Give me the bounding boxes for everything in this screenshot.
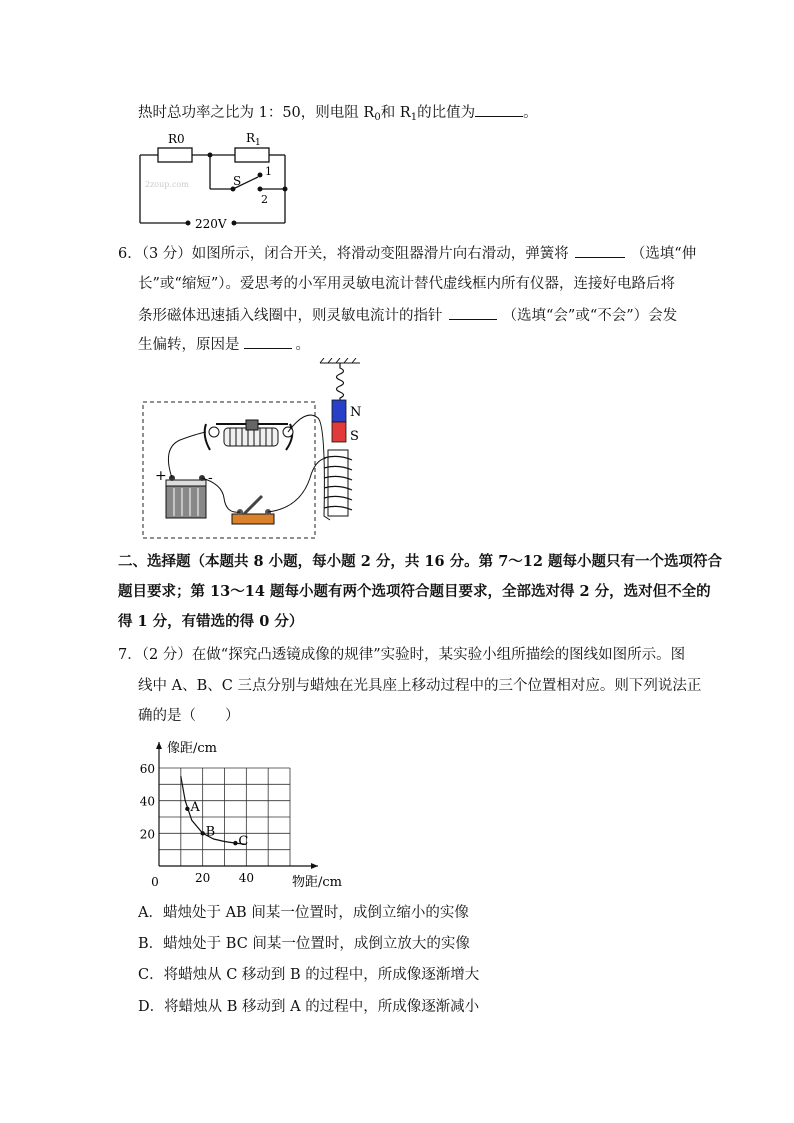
option-b[interactable]: B．蜡烛处于 BC 间某一位置时，成倒立放大的实像 [138,936,470,952]
image-distance-chart [135,732,355,892]
q7-line2: 线中 A、B、C 三点分别与蜡烛在光具座上移动过程中的三个位置相对应。则下列说法正 [138,678,702,694]
subscript: 0 [374,112,381,123]
option-c[interactable]: C．将蜡烛从 C 移动到 B 的过程中，所成像逐渐增大 [138,967,480,983]
point-label: A [190,799,200,815]
section2-line1: 二、选择题（本题共 8 小题，每小题 2 分，共 16 分。第 7～12 题每小题只有一个选项符合 [118,553,723,570]
wire [268,458,326,512]
resistor-r0 [158,148,192,162]
text: （选填“伸 [630,246,697,262]
section2-line3: 得 1 分，有错选的得 0 分） [118,613,304,630]
label-pos2: 2 [261,193,268,206]
resistor-r1 [235,148,269,162]
wire [288,415,330,520]
answer-blank[interactable] [244,334,292,349]
answer-blank[interactable] [575,243,625,258]
point-label: C [238,834,249,850]
watermark: 2zoup.com [145,180,189,189]
label-pos1: 1 [265,165,272,178]
text: 的比值为 [417,105,476,121]
battery-icon [166,475,206,518]
text: （选填“会”或“不会”）会发 [502,308,678,324]
answer-blank[interactable] [449,305,497,320]
q6-line1 [118,243,696,264]
text: 生偏转，原因是 [138,337,240,353]
text: 条形磁体迅速插入线圈中，则灵敏电流计的指针 [138,308,443,324]
x-tick-label: 40 [238,871,254,885]
label-voltage: 220V [195,217,227,231]
text: 。 [523,105,538,121]
label-switch: S [233,174,242,188]
point-label: B [205,824,216,840]
label-south: S [350,429,359,444]
subscript: 1 [410,112,418,123]
x-tick-label: 20 [195,871,211,885]
q6-line4 [138,334,310,355]
label-plus: + [155,468,167,484]
wire [168,432,206,478]
x-tick-label: 0 [151,875,159,889]
label-minus: - [208,470,213,486]
magnet-south [332,422,346,442]
x-axis-label: 物距/cm [292,875,342,890]
q7-line3: 确的是（ ） [138,708,240,724]
q6-line3 [138,305,677,326]
rheostat-icon [205,420,293,450]
x-axis-arrow-icon [311,863,318,869]
y-tick-label: 60 [139,762,155,776]
q6-line2: 长”或“缩短”）。爱思考的小军用灵敏电流计替代虚线框内所有仪器，连接好电路后将 [138,276,675,292]
magnet-north [332,400,346,422]
circuit-diagram-q5 [130,125,300,235]
text: 和 R [380,105,411,121]
text: 热时总功率之比为 1：50，则电阻 R [138,105,375,121]
data-point [185,807,189,811]
label-north: N [350,405,362,420]
y-tick-label: 40 [139,794,155,809]
q7-line1: 7．（2 分）在做“探究凸透镜成像的规律”实验时，某实验小组所描绘的图线如图所示。图 [118,647,686,663]
y-axis-label: 像距/cm [167,741,217,756]
switch-icon [232,496,274,524]
electromagnet-diagram-q6 [140,358,370,542]
answer-blank[interactable] [475,102,523,117]
option-a[interactable]: A．蜡烛处于 AB 间某一位置时，成倒立缩小的实像 [138,905,469,921]
y-tick-label: 20 [139,827,155,842]
data-point [200,831,204,835]
y-axis-arrow-icon [156,742,162,749]
section2-line2: 题目要求；第 13～14 题每小题有两个选项符合题目要求，全部选对得 2 分，选对但不全的 [118,583,711,600]
text: 6．（3 分）如图所示，闭合开关，将滑动变阻器滑片向右滑动，弹簧将 [118,246,569,262]
ceiling-mount [320,358,360,363]
text: 。 [295,337,310,353]
data-point [233,841,237,845]
label-r1: $R_1$ [246,131,261,148]
option-d[interactable]: D．将蜡烛从 B 移动到 A 的过程中，所成像逐渐减小 [138,999,480,1015]
spring-icon [337,363,344,400]
label-r0: R0 [168,132,185,146]
